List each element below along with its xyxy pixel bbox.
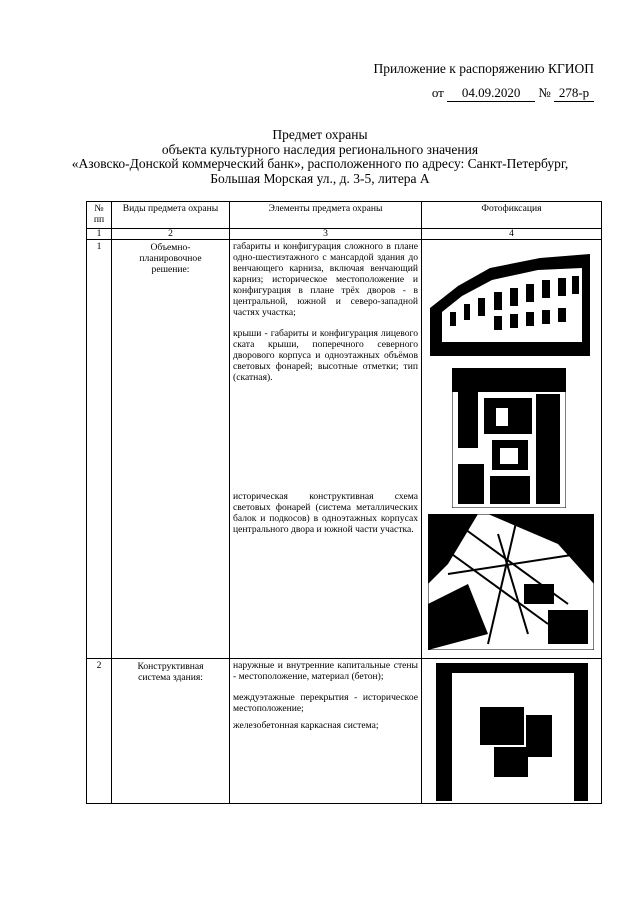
appendix-title: Приложение к распоряжению КГИОП (373, 61, 594, 76)
title-line-2: объекта культурного наследия регионального значения (161, 141, 479, 157)
row-photos (422, 659, 602, 804)
table-index-row (87, 229, 602, 240)
row-kind-label: Объемно-планировочное решение: (139, 242, 202, 275)
index-cell: 4 (422, 229, 602, 240)
from-label: от (431, 85, 444, 100)
row-number: 1 (87, 240, 112, 659)
structure-photo (436, 663, 588, 801)
row-kind-label: Конструктивная система здания: (137, 661, 204, 683)
row-kind (112, 659, 230, 804)
table-row (87, 659, 602, 804)
order-date: 04.09.2020 (447, 85, 535, 102)
element-text: междуэтажные перекрытия - историческое местоположение; (233, 692, 418, 714)
title-line-3: «Азовско-Донской коммерческий банк», расположенного по адресу: Санкт-Петербург, (71, 156, 569, 171)
element-text: железобетонная каркасная система; (233, 720, 379, 731)
title-line-4: Большая Морская ул., д. 3-5, литера А (210, 170, 430, 186)
protection-table (86, 201, 602, 804)
facade-photo (430, 246, 590, 356)
number-label: № (538, 85, 551, 100)
col-header-photo: Фотофиксация (422, 202, 602, 229)
skylight-structure-photo (428, 514, 594, 650)
col-header-kind: Виды предмета охраны (112, 202, 230, 229)
element-text: габариты и конфигурация сложного в плане одно-шестиэтажного с мансардой здания до венчающего карниза, включая венчающий карниз; историческое местоположение и конфигурация в плане трёх дворов - в центральной, южной и северо-западной частях участка; (233, 241, 418, 318)
row-number: 2 (87, 659, 112, 804)
table-row (87, 240, 602, 659)
element-text: наружные и внутренние капитальные стены - местоположение, материал (бетон); (233, 660, 418, 682)
order-number: 278-р (554, 85, 594, 102)
roof-photo (452, 368, 566, 508)
index-cell: 1 (87, 229, 112, 240)
document-title (0, 128, 640, 186)
order-reference (432, 85, 594, 102)
col-header-number: № пп (87, 202, 112, 229)
table-header-row (87, 202, 602, 229)
index-cell: 3 (230, 229, 422, 240)
row-kind (112, 240, 230, 659)
title-line-1: Предмет охраны (272, 127, 368, 142)
row-elements (230, 659, 422, 804)
row-photos (422, 240, 602, 659)
row-elements (230, 240, 422, 659)
index-cell: 2 (112, 229, 230, 240)
element-text: крыши - габариты и конфигурация лицевого ската крыши, поперечного северного дворового корпуса и одноэтажных объёмов световых фонарей; высотные отметки; тип (скатная). (233, 328, 418, 383)
col-header-elements: Элементы предмета охраны (230, 202, 422, 229)
element-text: историческая конструктивная схема световых фонарей (система металлических балок и подкосов) в одноэтажных корпусах центрального двора и южной части участка. (233, 491, 418, 535)
